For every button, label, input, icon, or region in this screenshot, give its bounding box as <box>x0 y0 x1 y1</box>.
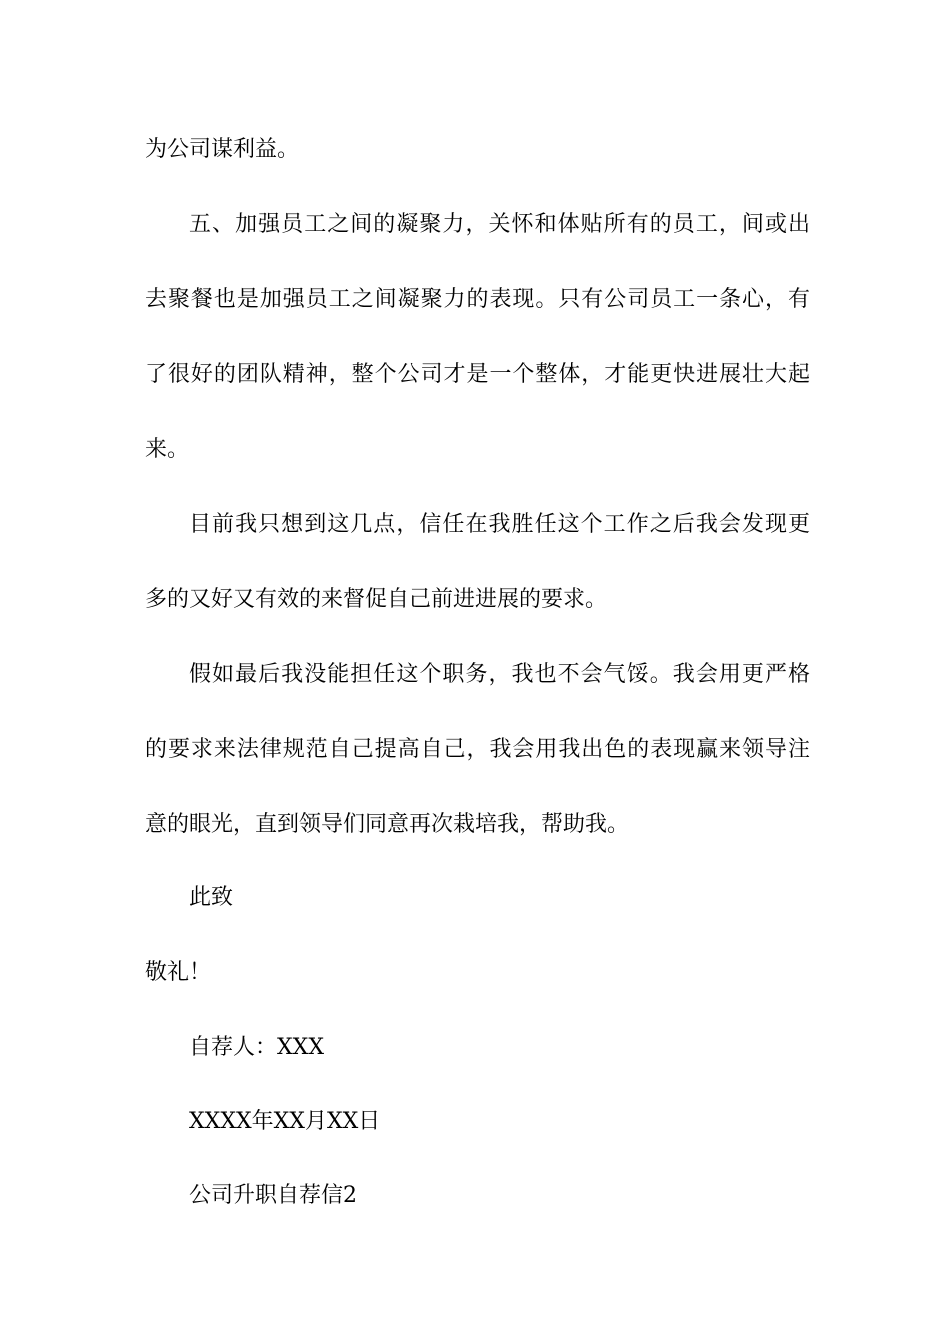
paragraph-line: 多的又好又有效的来督促自己前进进展的要求。 <box>145 587 608 612</box>
closing-regards: 敬礼！ <box>145 960 212 985</box>
paragraph-line: 为公司谋利益。 <box>145 137 300 162</box>
paragraph-line: 去聚餐也是加强员工之间凝聚力的表现。只有公司员工一条心，有 <box>145 287 810 312</box>
closing-salutation: 此致 <box>189 885 234 910</box>
paragraph-line: 五、加强员工之间的凝聚力，关怀和体贴所有的员工，间或出 <box>189 212 810 237</box>
signature-line: 自荐人：XXX <box>189 1035 324 1060</box>
paragraph-line: 了很好的团队精神，整个公司才是一个整体，才能更快进展壮大起 <box>145 362 810 387</box>
section-title: 公司升职自荐信2 <box>189 1183 357 1208</box>
paragraph-line: 意的眼光，直到领导们同意再次栽培我，帮助我。 <box>145 812 630 837</box>
paragraph-line: 的要求来法律规范自己提高自己，我会用我出色的表现赢来领导注 <box>145 737 810 762</box>
paragraph-line: 来。 <box>145 437 190 462</box>
paragraph-line: 假如最后我没能担任这个职务，我也不会气馁。我会用更严格 <box>189 662 810 687</box>
paragraph-line: 目前我只想到这几点，信任在我胜任这个工作之后我会发现更 <box>189 512 810 537</box>
date-line: XXXX年XX月XX日 <box>189 1109 381 1134</box>
